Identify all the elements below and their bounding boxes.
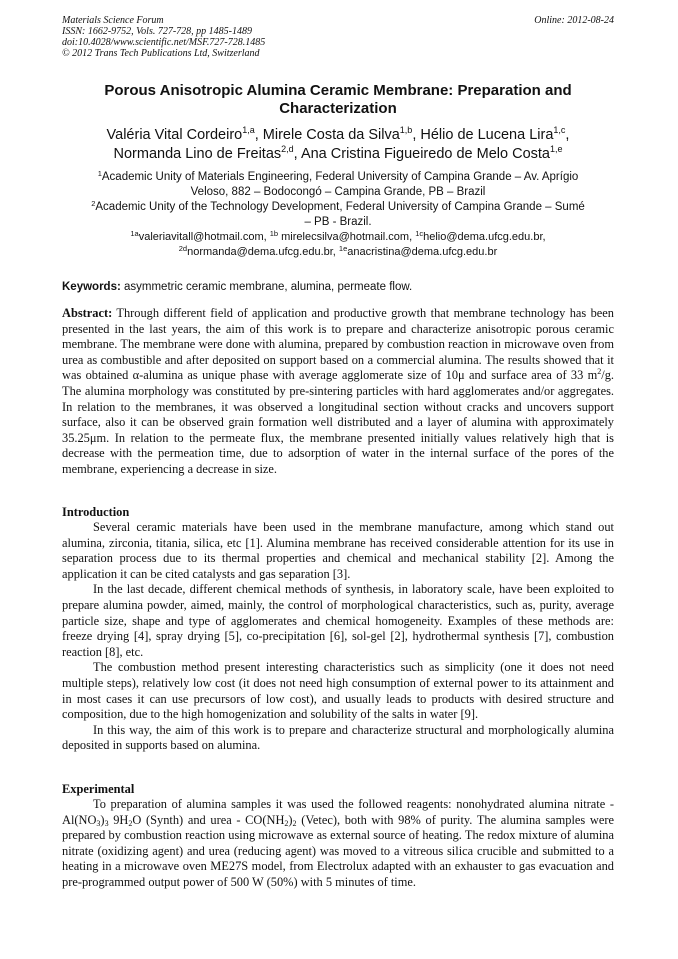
affil-sup: 1 <box>97 169 102 178</box>
email[interactable]: mirelecsilva@hotmail.com <box>281 231 410 243</box>
intro-paragraph: The combustion method present interesting characteristics such as simplicity (one it does not need multiple steps), relatively low cost (it does not need high consumption of external power to its attainment and in most cases it can use precursors of low cost), and usually leads to products with desired structure and composition, due to the high homogenization and solubility of the salts in water [9]. <box>62 660 614 722</box>
abstract-sup: 2 <box>597 367 602 377</box>
email-sup: 1c <box>415 229 424 238</box>
paper-title <box>62 82 614 118</box>
email-sep: , <box>263 231 270 243</box>
abstract-label: Abstract: <box>62 306 113 320</box>
email-sup: 1e <box>338 244 348 253</box>
author-sep: , <box>293 146 301 162</box>
affil-sup: 2 <box>91 199 96 208</box>
author-name: Mirele Costa da Silva <box>262 127 400 143</box>
exp-text: 9H <box>108 812 129 827</box>
affiliations <box>62 170 614 260</box>
author-sep: , <box>565 127 570 143</box>
abstract-text: /g. The alumina morphology was constituted by pre-sintering particles with hard agglomerates and/or aggregates. In relation to the membranes, it was observed a longitudinal section without cracks and uncovers support surface, also it can be observed grain formation well distributed and a layer of alumina with approximately 35.25μm. In relation to the permeate flux, the membrane presented initially values relatively high that is decrease with the permeation time, due to adsorption of water in the internal surface of the pores of the membrane, experiencing a decrease in size. <box>62 368 614 476</box>
email-sup: 1b <box>269 229 279 238</box>
keywords <box>62 280 614 294</box>
exp-sub: 2 <box>292 818 297 828</box>
exp-text: (Vetec), both with 98% of purity. The alumina samples were prepared by combustion reaction using microwave as external source of heating. The redox mixture of alumina nitrate (oxidizing agent) and urea (reducing agent) was moved to a vitreous silica crucible and submitted to a heating in a microwave oven ME27S model, from Electrolux adapted with an exhauster to gas evacuation and pre-programmed output power of 500 W (50%) with 5 minutes of time. <box>62 812 614 889</box>
journal-header <box>62 15 614 59</box>
keywords-text: asymmetric ceramic membrane, alumina, permeate flow. <box>120 281 413 293</box>
author-sep: , <box>254 127 263 143</box>
author-name: Hélio de Lucena Lira <box>420 127 554 143</box>
author-sup: 2,d <box>281 144 294 154</box>
author-sup: 1,c <box>553 125 566 135</box>
affil-text: – PB - Brazil. <box>304 216 372 228</box>
doi-line: doi:10.4028/www.scientific.net/MSF.727-728.1485 <box>62 37 266 48</box>
email-sep: , <box>332 246 339 258</box>
exp-text: ) <box>100 812 105 827</box>
title-line-2: Characterization <box>279 100 397 117</box>
email[interactable]: valeriavitall@hotmail.com <box>138 231 264 243</box>
affil-text: Veloso, 882 – Bodocongó – Campina Grande, PB – Brazil <box>190 186 486 198</box>
online-date: Online: 2012-08-24 <box>534 15 614 26</box>
author-name: Ana Cristina Figueiredo de Melo Costa <box>300 146 550 162</box>
author-list <box>62 126 614 164</box>
affil-text: Academic Unity of Materials Engineering, Federal University of Campina Grande – Av. Aprígio <box>101 171 579 183</box>
issn-line: ISSN: 1662-9752, Vols. 727-728, pp 1485-1489 <box>62 26 252 37</box>
email[interactable]: normanda@dema.ufcg.edu.br <box>187 246 333 258</box>
author-sup: 1,b <box>399 125 413 135</box>
author-sup: 1,e <box>549 144 563 154</box>
exp-sub: 2 <box>284 818 289 828</box>
author-sep: , <box>412 127 421 143</box>
exp-text: ) <box>288 812 293 827</box>
author-name: Normanda Lino de Freitas <box>113 146 282 162</box>
email-sup: 2d <box>178 244 188 253</box>
author-name: Valéria Vital Cordeiro <box>106 127 243 143</box>
email-sup: 1a <box>130 229 139 238</box>
email[interactable]: helio@dema.ufcg.edu.br <box>423 231 543 243</box>
introduction-heading: Introduction <box>62 505 130 519</box>
email-list <box>62 230 614 260</box>
email-sep: , <box>409 231 416 243</box>
abstract-text: Through different field of application and productive growth that membrane technology has been presented in the last years, the aim of this work is to prepare and characterize anisotropic porous ceramic membrane. The membrane were done with alumina, prepared by combustion reaction in microwave oven from urea as combustible and after deposited on support based on a commercial alumina. The results showed that it was obtained α-alumina as unique phase with average agglomerate size of 10μ and surface area of 33 m <box>62 306 614 383</box>
exp-sub: 3 <box>96 818 101 828</box>
experimental-section <box>62 797 614 891</box>
intro-paragraph: Several ceramic materials have been used in the membrane manufacture, among which stand out alumina, zirconia, titania, silica, etc [1]. Alumina membrane has received considerable attention for its use in separation process due to its thermal properties and chemical and mechanical stability [2]. Among the application it can be cited catalysts and gas separation [3]. <box>62 520 614 581</box>
title-line-1: Porous Anisotropic Alumina Ceramic Membrane: Preparation and <box>104 82 572 99</box>
abstract <box>62 306 614 478</box>
exp-text: O (Synth) and urea - CO(NH <box>132 812 285 827</box>
intro-paragraph: In the last decade, different chemical methods of synthesis, in laboratory scale, have been exploited to prepare alumina powder, aimed, mainly, the control of morphological characteristics, such as, purity, average particle size, shape and type of agglomerates and chemical homogeneity. Examples of these methods are: freeze drying [4], spray drying [5], co-precipitation [6], sol-gel [2], hydrothermal synthesis [7], combustion reaction [8], etc. <box>62 582 614 659</box>
introduction-section <box>62 520 614 754</box>
email[interactable]: anacristina@dema.ufcg.edu.br <box>347 246 498 258</box>
affiliation-2 <box>62 200 614 230</box>
keywords-label: Keywords: <box>62 281 121 293</box>
affiliation-1 <box>62 170 614 200</box>
intro-paragraph: In this way, the aim of this work is to prepare and characterize structural and morphologically alumina deposited in supports based on alumina. <box>62 722 614 753</box>
experimental-paragraph <box>62 797 614 891</box>
exp-text: To preparation of alumina samples it was used the followed reagents: nonohydrated alumina nitrate - Al(NO <box>62 797 614 827</box>
affil-text: Academic Unity of the Technology Development, Federal University of Campina Grande – Sumé <box>95 201 585 213</box>
email-sep: , <box>542 231 546 243</box>
exp-sub: 3 <box>104 818 109 828</box>
journal-name: Materials Science Forum <box>62 15 164 26</box>
exp-sub: 2 <box>128 818 133 828</box>
copyright-line: © 2012 Trans Tech Publications Ltd, Switzerland <box>62 48 260 59</box>
author-sup: 1,a <box>242 125 255 135</box>
experimental-heading: Experimental <box>62 782 135 796</box>
